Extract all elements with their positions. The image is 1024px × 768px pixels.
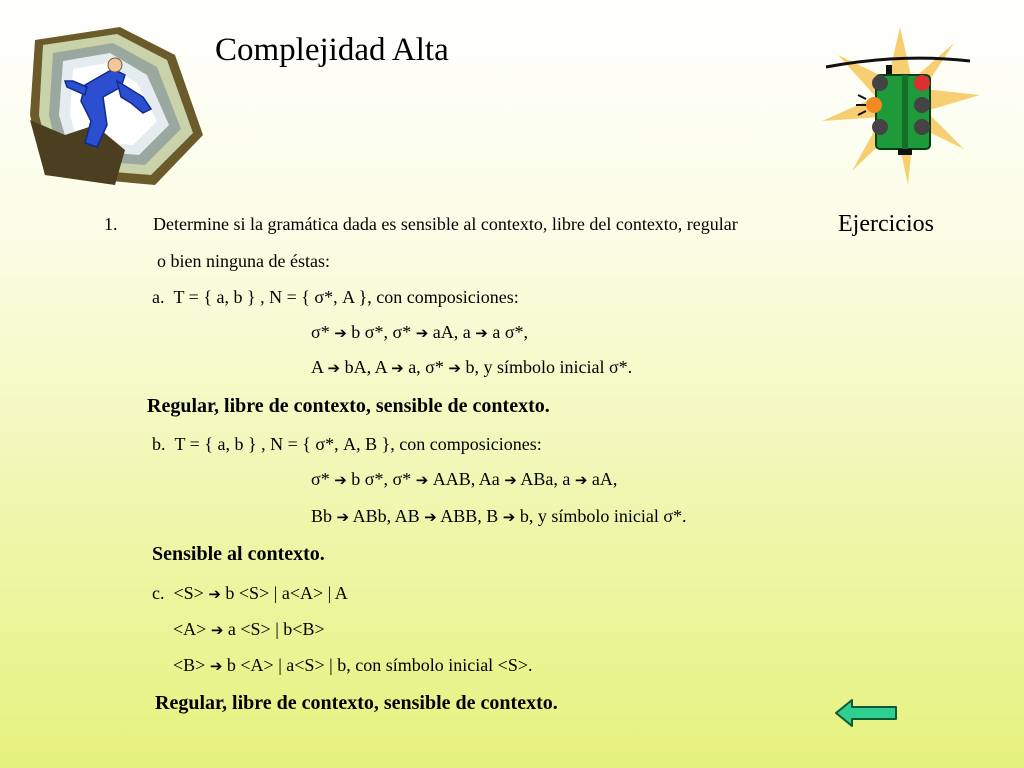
arrow-icon: ➔ [209,657,223,675]
back-arrow-icon[interactable] [834,698,898,728]
climber-illustration [25,25,205,195]
part-c-rule-3: <B> ➔ b <A> | a<S> | b, con símbolo inicial <S>. [173,655,533,675]
arrow-icon: ➔ [475,324,488,342]
item-number: 1. [104,214,118,234]
arrow-icon: ➔ [502,508,516,526]
part-a-rule-1: σ* ➔ b σ*, σ* ➔ aA, a ➔ a σ*, [311,322,529,342]
arrow-icon: ➔ [334,471,347,489]
arrow-icon: ➔ [424,508,437,526]
part-b-label: b. [152,434,166,454]
arrow-icon: ➔ [448,359,461,377]
arrow-icon: ➔ [391,359,404,377]
part-c-rule-2: <A> ➔ a <S> | b<B> [173,619,325,639]
section-label: Ejercicios [838,211,934,237]
part-a-header [152,286,519,308]
question-line-1: Determine si la gramática dada es sensible al contexto, libre del contexto, regular [153,214,738,234]
part-b-rule-2: Bb ➔ ABb, AB ➔ ABB, B ➔ b, y símbolo inicial σ*. [311,506,687,526]
part-c-rule-1: c. <S> ➔ b <S> | a<A> | A [152,583,348,603]
part-a-header-text: T = { a, b } , N = { σ*, A }, con composiciones: [173,287,519,307]
part-c-answer: Regular, libre de contexto, sensible de contexto. [155,692,558,714]
arrow-icon: ➔ [208,585,221,603]
part-b-header [152,433,542,455]
slide-title: Complejidad Alta [215,32,449,68]
arrow-icon: ➔ [336,508,350,526]
part-b-answer: Sensible al contexto. [152,543,325,565]
arrow-icon: ➔ [415,471,429,489]
part-a-answer: Regular, libre de contexto, sensible de contexto. [147,395,550,417]
part-b-header-text: T = { a, b } , N = { σ*, A, B }, con composiciones: [174,434,542,454]
question-line-2: o bien ninguna de éstas: [157,251,330,271]
part-a-label: a. [152,287,165,307]
arrow-icon: ➔ [210,621,224,639]
arrow-icon: ➔ [415,324,429,342]
arrow-icon: ➔ [504,471,517,489]
part-a-rule-2: A ➔ bA, A ➔ a, σ* ➔ b, y símbolo inicial σ*. [311,357,633,377]
part-b-rule-1: σ* ➔ b σ*, σ* ➔ AAB, Aa ➔ ABa, a ➔ aA, [311,469,618,489]
traffic-light-illustration [818,25,983,190]
arrow-icon: ➔ [334,324,347,342]
arrow-icon: ➔ [327,359,341,377]
arrow-icon: ➔ [574,471,588,489]
part-c-label: c. [152,583,165,603]
